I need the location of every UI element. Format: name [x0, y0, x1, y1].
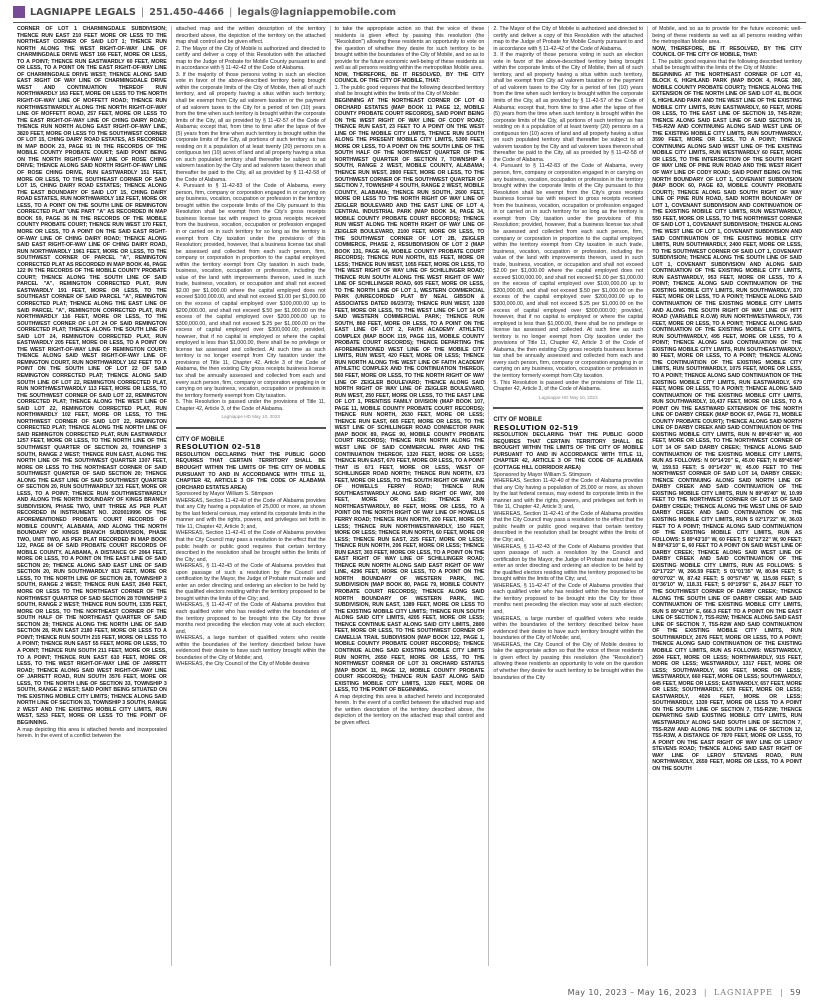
legal-paragraph: 2. The Mayor of the City of Mobile is authorized and directed to certify and deliver a copy of this Resolution with the attached map to the Judge of Probate for Mobile County pursuant to and in accordance with § 11-42-42 of the Code of Alabama.: [493, 26, 644, 52]
column-2: [172, 26, 331, 966]
legal-paragraph: WHEREAS, § 11-42-47 of the Code of Alabama provides that each qualified voter who has resided within the boundaries of the territory proposed to be brought into the City for three months next preceding the election may vote at such election; and,: [493, 582, 644, 616]
legal-paragraph: 3. If the majority of those persons voting in such an election vote in favor of the above-described territory being brought within the corporate limits of the City of Mobile, then all of such territory, and all property having a situs within such territory, shall be exempt from City ad valorem taxation or the payment of ad valorem taxes to the City for a period of ten (10) years from the time when such territory is brought within the corporate limits of the City, all as provided by § 11-42-57 of the Code of Alabama; except that, from time to time after the lapse of five (5) years from the time when such territory is brought within the corporate limits of the City, all portions of such territory as has residing on it a population of at least twenty (20) persons on a contiguous ten (10) acres of land and all property having a situs on such populated territory shall thereafter be subject to ad valorem taxation by the City and ad valorem taxes thereon shall thereafter be paid to the City, all as provided by § 11-42-58 of the Code of Alabama.: [493, 52, 644, 163]
legal-paragraph: WHEREAS, § 11-42-43 of the Code of Alabama provides that upon passage of such a resolution by the Council and certification by the Mayor, the Judge of Probate must make and enter an order directing and ordering an election to be held by the qualified electors residing within the territory proposed to be brought within the limits of the City; and,: [493, 543, 644, 583]
legal-paragraph: WHEREAS, § 11-42-47 of the Code of Alabama provides that each qualified voter who has resided within the boundaries of the territory proposed to be brought into the City for three months next preceding the election may vote at such election; and,: [175, 602, 326, 635]
column-1: [13, 26, 172, 966]
page-header: [13, 4, 396, 20]
legal-paragraph: WHEREAS, a large number of qualified voters who reside within the boundaries of the territory described below have evidenced their desire to have such territory brought within the boundaries of the City of Mobile; and,: [493, 615, 644, 642]
legal-paragraph: WHEREAS, Section 11-42-41 of the Code of Alabama provides that the City Council may pass a resolution to the effect that the public health or public good requires that certain territory described in the resolution shall be brought within the limits of the City; and,: [493, 510, 644, 544]
legal-description: CORNER OF LOT 1 CHARMINGDALE SUBDIVISION; THENCE RUN EAST 210 FEET MORE OR LESS TO THE NORTHEAST CORNER OF SAID LOT 1; THENCE RUN NORTH ALONG THE WEST RIGHT-OF-WAY LINE OF CHARMINGDALE DRIVE WEST 166 FEET, MORE OR LESS, TO A POINT; THENCE RUN EASTWARDLY 60 FEET, MORE OR LESS, TO A POINT ON THE EAST RIGHT-OF-WAY LINE OF CHARMINGDALE DRIVE WEST; THENCE ALONG SAID EAST RIGHT OF WAY LINE OF CHARMINGDALE DRIVE WEST AND CONTINUATION THEREOF RUN NORTHWARDLY 163 FEET, MORE OR LESS TO THE NORTH RIGHT-OF-WAY LINE OF MOFFETT ROAD; THENCE RUN NORTHWESTWARDLY ALONG THE NORTH RIGHT-OF-WAY LINE OF MOFFETT ROAD, 257 FEET, MORE OR LESS TO THE EAST RIGHT-OF-WAY LINE OF CHING DAIRY ROAD; THENCE RUN NORTH ALONG EAST RIGHT-OF-WAY LINE, 3820 FEET, MORE OR LESS TO THE SOUTHWEST CORNER OF LOT 15, CHING DAIRY ROAD ESTATES, AS RECORDED IN MAP BOOK 23, PAGE 91 IN THE RECORDS OF THE MOBILE COUNTY PROBATE COURT; SAID POINT BEING ON THE NORTH RIGHT-OF-WAY LINE OF ROSE CHING DRIVE; THENCE ALONG SAID NORTH RIGHT-OF-WAY LINE OF ROSE CHING DRIVE, RUN EASTWARDLY 151 FEET, MORE OR LESS, TO THE SOUTHEAST CORNER OF SAID LOT 15, CHING DAIRY ROAD ESTATES; THENCE ALONG THE EAST BOUNDARY OF SAID LOT 15, CHING DAIRY ROAD ESTATES, RUN NORTHWARDLY 182 FEET, MORE OR LESS, TO A POINT ON THE SOUTH LINE OF REMINGTON CORRECTED PLAT 'UNE PART "A" AS RECORDED IN MAP BOOK 59, PAGE 36 IN THE RECORDS OF THE MOBILE COUNTY PROBATE COURT; THENCE RUN WEST 170 FEET, MORE OR LESS, TO A POINT ON THE SAID EAST RIGHT-OF-WAY LINE OF CHING DAIRY ROAD; THENCE ALONG SAID EAST RIGHT-OF-WAY LINE OF CHING DAIRY ROAD, RUN NORTHWARDLY 1961 FEET, MORE OR LESS, TO THE SOUTHWEST CORNER OF PARCEL "A", REMINGTON CORRECTED PLAT AS RECORDED IN MAP BOOK 46, PAGE 122 IN THE RECORDS OF THE MOBILE COUNTY PROBATE COURT; THENCE ALONG THE SOUTH LINE OF SAID PARCEL "A", REMINGTON CORRECTED PLAT, RUN EASTWARDLY 191 FEET, MORE OR LESS, TO THE SOUTHEAST CORNER OF SAID PARCEL "A", REMINGTON CORRECTED PLAT; THENCE ALONG THE EAST LINE OF SAID PARCEL "A", REMINGTON CORRECTED PLAT, RUN NORTHWARDLY 116 FEET, MORE OR LESS, TO THE SOUTHWEST CORNER OF LOT 24 OF SAID REMINGTON CORRECTED PLAT; THENCE ALONG THE SOUTH LINE OF SAID LOT 24, REMINGTON CORRECTED PLAT, RUN EASTWARDLY 205 FEET, MORE OR LESS, TO A POINT ON THE WEST RIGHT-OF-WAY LINE OF REMINGTON COURT; THENCE ALONG SAID WEST RIGHT-OF-WAY LINE OF REMINGTON COURT, RUN NORTHWARDLY 162 FEET TO A POINT ON THE SOUTH LINE OF LOT 22 OF SAID REMINGTON CORRECTED PLAT; THENCE ALONG SAID SOUTH LINE OF LOT 22, REMINGTON CORRECTED PLAT, RUN NORTHWESTWARDLY 113 FEET, MORE OR LESS, TO THE SOUTHWEST CORNER OF SAID LOT 22, REMINGTON CORRECTED PLAT; THENCE ALONG THE WEST LINE OF SAID LOT 22, REMINGTON CORRECTED PLAT, RUN NORTHWARDLY 102 FEET, MORE OR LESS, TO THE NORTHWEST CORNER OF SAID LOT 22, REMINGTON CORRECTED PLAT; THENCE ALONG THE NORTH LINE OF SAID REMINGTON CORRECTED PLAT, RUN EASTWARDLY 1257 FEET, MORE OR LESS, TO THE NORTH LINE OF THE SOUTHWEST QUARTER OF SECTION 20, TOWNSHIP 3 SOUTH, RANGE 2 WEST; THENCE RUN EAST, ALONG THE NORTH LINE OF THE SOUTHWEST QUARTER 1307 FEET, MORE OR LESS TO THE NORTHEAST CORNER OF SAID SOUTHWEST QUARTER OF SAID SECTION 20; THENCE ALONG THE EAST LINE OF SAID SOUTHWEST QUARTER OF SECTION 20, RUN SOUTHWARDLY 321 FEET, MORE OR LESS, TO A POINT; THENCE RUN SOUTHWESTWARDLY AND ALONG THE NORTH BOUNDARY OF KINGS BRANCH SUBDIVISION, PHASE TWO, UNIT THREE AS PER PLAT RECORDED IN INSTRUMENT NO. 2020019996 OF THE AFOREMENTIONED PROBATE COURT RECORDS OF MOBILE COUNTY, ALABAMA, AND ALONG THE NORTH BOUNDARY OF KINGS BRANCH SUBDIVISION, PHASE TWO, UNIT TWO, AS PER PLAT RECORDED IN MAP BOOK 122, PAGE 84 OF SAID PROBATE COURT RECORDS OF MOBILE COUNTY, ALABAMA, A DISTANCE OF 2064 FEET, MORE OR LESS, TO A POINT ON THE EAST LINE OF SAID SECTION 20; THENCE ALONG SAID EAST LINE OF SAID SECTION 20, RUN SOUTHWARDLY 813 FEET, MORE OR LESS, TO THE NORTH LINE OF SECTION 28, TOWNSHIP 3 SOUTH, RANGE 2 WEST; THENCE RUN EAST, 2640 FEET, MORE OR LESS TO THE NORTHEAST CORNER OF THE NORTHWEST QUARTER OF SAID SECTION 28 TOWNSHIP 3 SOUTH, RANGE 2 WEST; THENCE RUN SOUTH, 1335 FEET, MORE OR LESS, TO THE NORTHEAST CORNER OF THE SOUTH HALF OF THE NORTHEAST QUARTER OF SAID SECTION 28; THENCE ALONG THE NORTH LINE OF SAID SECTION 28, RUN EAST 2180 FEET, MORE OR LESS TO A POINT; THENCE RUN SOUTH 215 FEET, MORE OR LESS TO A POINT; THENCE RUN EAST 55 FEET, MORE OR LESS, TO A POINT; THENCE RUN SOUTH 211 FEET, MORE OR LESS, TO A POINT; THENCE RUN EAST 610 FEET, MORE OR LESS, TO THE WEST RIGHT-OF-WAY LINE OF JARRETT ROAD; THENCE ALONG SAID WEST RIGHT-OF-WAY LINE OF JARRETT ROAD, RUN SOUTH 3576 FEET, MORE OR LESS, TO THE NORTH LINE OF SECTION 33, TOWNSHIP 3 SOUTH, RANGE 2 WEST; SAID POINT BEING SITUATED ON THE EXISTING MOBILE CITY LIMITS; THENCE ALONG SAID NORTH LINE OF SECTION 33, TOWNSHIP 3 SOUTH, RANGE 2 WEST AND THE EXISTING MOBILE CITY LIMITS, RUN WEST, 5253 FEET, MORE OR LESS TO THE POINT OF BEGINNING.: [17, 26, 167, 726]
legal-description: NOW, THEREFORE, BE IT RESOLVED, BY THE CITY COUNCIL OF THE CITY OF MOBILE, THAT:: [652, 45, 802, 59]
legal-paragraph: WHEREAS, Section 11-42-40 of the Code of Alabama provides that any City having a population of 25,000 or more, as shown by the last federal census, may extend its corporate limits in the manner and with the rights, powers, and privileges set forth in Title 11, Chapter 42, Article 3; and,: [175, 497, 326, 530]
header-rule: [13, 22, 806, 23]
legal-paragraph: WHEREAS, § 11-42-43 of the Code of Alabama provides that upon passage of such a resolution by the Council and certification by the Mayor, the Judge of Probate must make and enter an order directing and ordering an election to be held by the qualified electors residing within the territory proposed to be brought within the limits of the City; and,: [175, 563, 326, 602]
legal-paragraph: 4. Pursuant to § 11-42-83 of the Code of Alabama, every person, firm, company or corporation engaged in or carrying on any business, vocation, occupation or profession in the territory brought within the corporate limits of the City pursuant to this Resolution shall be exempt from the City's gross receipts business license tax with respect to gross receipts received from the business, vocation, occupation or profession engaged in or carried on in such territory for so long as the territory is exempt from City taxation under the provisions of this Resolution; provided, however, that a business license tax shall be assessed and collected from each such person, firm, company or corporation in proportion to the capital employed within the territory exempt from City taxation in such trade, business, vocation, occupation or profession, including the value of the land with improvements thereon, used in such trade, business, vocation, or occupation and shall not exceed $2.00 per $1,000.00 where the capital employed does not exceed $100,000.00, and shall not exceed $1.00 per $1,000.00 on the excess of capital employed over $100,000.00 up to $200,000.00, and shall not exceed $.50 per $1,000.00 on the excess of the capital employed over $200,000.00 up to $300,000.00, and shall not exceed $.25 per $1,000.00 on the excess of capital employed over $300,000.00; provided, however, that if no capital is employed or where the capital employed is less than $1,000.00, there shall be no privilege or license tax assessed and collected. At such time as such territory is no longer exempt from City taxation under the provisions of Title 11, Chapter 42, Article 3 of the Code of Alabama, the then existing City gross receipts business license tax shall be annually assessed and collected from each and every such person, firm, company or corporation engaging in or carrying on any business, vocation, occupation or profession in the territory formerly exempt from City taxation.: [175, 183, 326, 399]
resolution-number: RESOLUTION 02-519: [493, 423, 579, 432]
legal-description: BEGINNING AT THE NORTHEAST CORNER OF LOT 43 ORCHARD ESTATES (MAP BOOK 11 PAGE 12, MOBILE COUNTY PROBATE COURT RECORDS), SAID POINT BEING ON THE WEST RIGHT OF WAY LINE OF CODY ROAD; THENCE RUN EAST, 23 FEET TO A POINT ON THE WEST LINE OF THE MOBILE CITY LIMITS, THENCE RUN SOUTH ALONG THE PRESENT MOBILE CITY LIMITS, 5300 FEET, MORE OR LESS, TO A POINT ON THE SOUTH LINE OF THE SOUTH HALF OF THE NORTHWEST QUARTER OF THE NORTHWEST QUARTER OF SECTION 7, TOWNSHIP 4 SOUTH, RANGE 2 WEST, MOBILE COUNTY, ALABAMA; THENCE RUN WEST, 2800 FEET, MORE OR LESS, TO THE SOUTHWEST CORNER OF THE SOUTHWEST QUARTER OF SECTION 7, TOWNSHIP 4 SOUTH, RANGE 2 WEST, MOBILE COUNTY, ALABAMA; THENCE RUN SOUTH, 2600 FEET, MORE OR LESS TO THE NORTH RIGHT OF WAY LINE OF ZEIGLER BOULEVARD AND THE EAST LINE OF LOT 4, CENTRAL INDUSTRIAL PARK (MAP BOOK 34, PAGE 34, MOBILE COUNTY PROBATE COURT RECORDS); THENCE RUN WEST ALONG THE NORTH RIGHT OF WAY LINE OF ZEIGLER BOULEVARD, 2100 FEET, MORE OR LESS, TO THE SOUTHWEST CORNER OF LOT 2B, ZEIGLER COMMERCE, PHASE 2, RESUBDIVISION OF LOT 2 (MAP BOOK 131, PAGE 44, MOBILE COUNTY PROBATE COURT RECORDS); THENCE RUN NORTH, 815 FEET, MORE OR LESS; THENCE RUN WEST, 1055 FEET, MORE OR LESS, TO THE WEST RIGHT OF WAY LINE OF SCHILLINGER ROAD; THENCE RUN SOUTH ALONG THE WEST RIGHT OF WAY LINE OF SCHILLINGER ROAD, 605 FEET, MORE OR LESS, TO THE NORTH LINE OF LOT 1, WESTERN COMMERCIAL PARK (UNRECORDED PLAT BY NEAL GIBSON & ASSOCIATES DATED 06/23/73); THENCE RUN WEST, 1320 FEET, MORE OR LESS, TO THE WEST LINE OF LOT 14 OF SAID WESTERN COMMERCIAL PARK; THENCE RUN SOUTH, 860 FEET, MORE OR LESS, TO A POINT ON THE EAST LINE OF LOT 2, FAITH ACADEMY ATHLETIC COMPLEX (MAP BOOK 119, PAGE 115, MOBILE COUNTY PROBATE COURT RECORDS); THENCE DEPARTING THE AFOREMENTIONED WEST LINE OF THE MOBILE CITY LIMITS, RUN WEST, 420 FEET, MORE OR LESS; THENCE RUN NORTH ALONG THE WEST LINE OF FAITH ACADEMY ATHLETIC COMPLEX AND THE CONTINUATION THEREOF, 560 FEET, MORE OR LESS, TO THE NORTH RIGHT OF WAY LINE OF ZEIGLER BOULEVARD; THENCE ALONG SAID NORTH RIGHT OF WAY LINE OF ZEIGLER BOULEVARD, RUN WEST, 250 FEET, MORE OR LESS, TO THE EAST LINE OF LOT 1, PRENTISS FAMILY DIVISION (MAP BOOK 107, PAGE 11, MOBILE COUNTY PROBATE COURT RECORDS); THENCE RUN NORTH, 2630 FEET, MORE OR LESS; THENCE RUN EAST, 665 FEET, MORE OR LESS, TO THE WEST LINE OF SCHILLINGER ROAD CONNECTOR PARK (MAP BOOK 89, PAGE 90, MOBILE COUNTY PROBATE COURT RECORDS); THENCE RUN NORTH ALONG THE WEST LINE OF SAID COMMERCIAL PARK AND THE CONTINUATION THEREOF, 1320 FEET, MORE OR LESS; THENCE RUN EAST, 670 FEET, MORE OR LESS, TO A POINT THAT IS 671 FEET, MORE OR LESS, WEST OF SCHILLINGER ROAD NORTH; THENCE RUN NORTH, 673 FEET, MORE OR LESS, TO THE SOUTH RIGHT OF WAY LINE OF HOWELLS FERRY ROAD; THENCE RUN SOUTHEASTWARDLY ALONG SAID RIGHT OF WAY, 300 FEET, MORE OR LESS; THENCE RUN NORTHEASTWARDLY, 80 FEET, MORE OR LESS, TO A POINT ON THE NORTH RIGHT OF WAY LINE OF HOWELLS FERRY ROAD; THENCE RUN NORTH, 200 FEET, MORE OR LESS; THENCE RUN NORTHWESTWARDLY, 150 FEET, MORE OR LESS; THENCE RUN NORTH, 60 FEET, MORE OR LESS; THENCE RUN EAST, 225 FEET, MORE OR LESS; THENCE RUN NORTH, 206 FEET, MORE OR LESS; THENCE RUN EAST, 303 FEET, MORE OR LESS, TO A POINT ON THE EAST RIGHT OF WAY LINE OF SCHILLINGER ROAD; THENCE RUN NORTH ALONG SAID EAST RIGHT OF WAY LINE, 4296 FEET, MORE OR LESS, TO A POINT ON THE NORTH BOUNDARY OF WESTERN PARK, INC. SUBDIVISION (MAP BOOK 80, PAGE 79, MOBILE COUNTY PROBATE COURT RECORDS); THENCE ALONG SAID NORTH BOUNDARY OF WESTERN PARK, INC. SUBDIVISION, RUN EAST, 1389 FEET, MORE OR LESS TO THE EXISTING MOBILE CITY LIMITS; THENCE RUN SOUTH ALONG SAID CITY LIMITS, 4205 FEET, MORE OR LESS; THENCE CONTINUE EAST ALONG SAID CITY LIMITS, 2800 FEET, MORE OR LESS, TO THE SOUTHWEST CORNER OF CAMELLIA TRAIL SUBDIVISION (MAP BOOK 122, PAGE 1, MOBILE COUNTY PROBATE COURT RECORDS); THENCE CONTINUE ALONG SAID EXISTING MOBILE CITY LIMITS RUN NORTH, 2650 FEET, MORE OR LESS, TO THE NORTHWEST CORNER OF LOT 31 ORCHARD ESTATES (MAP BOOK 11, PAGE 12, MOBILE COUNTY PROBATE COURT RECORDS); THENCE RUN EAST ALONG SAID EXISTING MOBILE CITY LIMITS, 1320 FEET, MORE OR LESS, TO THE POINT OF BEGINNING.: [334, 98, 485, 694]
legal-paragraph: WHEREAS, the City Council of the City of Mobile desires to take the appropriate action so that the voice of these residents is given effect by passing this resolution (the "Resolution") allowing these residents an opportunity to vote on the question of whether they desire for such territory to be brought within the boundaries of the City: [493, 641, 644, 681]
legal-paragraph: 3. If the majority of those persons voting in such an election vote in favor of the above-described territory being brought within the corporate limits of the City of Mobile, then all of such territory, and all property having a situs within such territory, shall be exempt from City ad valorem taxation or the payment of ad valorem taxes to the City for a period of ten (10) years from the time when such territory is brought within the corporate limits of the City, all as provided by § 11-42-57 of the Code of Alabama; except that, from time to time after the lapse of five (5) years from the time when such territory is brought within the corporate limits of the City, all portions of such territory as has residing on it a population of at least twenty (20) persons on a contiguous ten (10) acres of land and all property having a situs on such populated territory shall thereafter be subject to ad valorem taxation by the City and ad valorem taxes thereon shall thereafter be paid to the City, all as provided by § 11-42-58 of the Code of Alabama.: [175, 71, 326, 183]
legal-description: RESOLUTION DECLARING THAT THE PUBLIC GOOD REQUIRES THAT CERTAIN TERRITORY SHALL BE BROUGHT WITHIN THE LIMITS OF THE CITY OF MOBILE PURSUANT TO AND IN ACCORDANCE WITH TITLE 11, CHAPTER 42, ARTICLE 3 OF THE CODE OF ALABAMA (ORCHARD ESTATES AREA): [175, 451, 326, 491]
section-divider: [176, 427, 326, 429]
publication-signature: Lagniappe HD May 10, 2023: [539, 394, 598, 400]
legal-paragraph: Sponsored by Mayor William S. Stimpson: [175, 491, 274, 498]
legal-paragraph: WHEREAS, the City Council of the City of Mobile desires: [175, 661, 310, 668]
legal-paragraph: 5. This Resolution is passed under the provisions of Title 11, Chapter 42, Article 3, of the Code of Alabama.: [493, 379, 644, 393]
contact-phone: 251.450-4466: [149, 6, 225, 18]
issuing-body: CITY OF MOBILE: [493, 417, 542, 424]
legal-notice-columns: [13, 26, 806, 966]
legal-paragraph: Sponsored by Mayor William S. Stimpson: [493, 471, 591, 478]
legal-paragraph: 5. This Resolution is passed under the provisions of Title 11, Chapter 42, Article 3, of the Code of Alabama.: [175, 399, 326, 412]
legal-paragraph: WHEREAS, Section 11-42-40 of the Code of Alabama provides that any City having a population of 25,000 or more, as shown by the last federal census, may extend its corporate limits in the manner and with the rights, powers, and privileges set forth in Title 11, Chapter 42, Article 3; and,: [493, 478, 644, 511]
legal-paragraph: to take the appropriate action so that the voice of these residents is given effect by passing this resolution (the "Resolution") allowing these residents an opportunity to vote on the question of whether they desire for such territory to be brought within the boundaries of the City of Mobile, and so as to provide for the future economic well-being of these residents as well as all persons residing within the metropolitan Mobile area.: [334, 26, 485, 72]
legal-paragraph: 1. The public good requires that the following described territory shall be brought within the limits of the City of Mobile:: [652, 58, 802, 72]
legal-description: RESOLUTION DECLARING THAT THE PUBLIC GOOD REQUIRES THAT CERTAIN TERRITORY SHALL BE BROUGHT WITHIN THE LIMITS OF THE CITY OF MOBILE PURSUANT TO AND IN ACCORDANCE WITH TITLE 11, CHAPTER 42, ARTICLE 3 OF THE CODE OF ALABAMA (COTTAGE HILL CORRIDOR AREA): [493, 432, 644, 471]
column-5: [648, 26, 806, 966]
footer-separator: |: [779, 988, 784, 997]
page-footer: [568, 988, 801, 997]
column-3: [331, 26, 490, 966]
legal-paragraph: A map depicting this area is attached hereto and incorporated herein. In the event of a conflict between the attached map and the written description of the territory described above, the depiction of the territory on the attached map shall control and be given effect.: [334, 693, 485, 726]
issuing-body: CITY OF MOBILE: [175, 436, 225, 443]
publication-signature: Lagniappe HD May 10, 2023: [221, 414, 280, 420]
page-number: 59: [790, 988, 801, 997]
legal-paragraph: 1. The public good requires that the following described territory shall be brought within the limits of the City of Mobile:: [334, 84, 485, 98]
brand-square-icon: [13, 6, 25, 18]
header-separator: |: [140, 6, 145, 18]
legal-paragraph: WHEREAS, a large number of qualified voters who reside within the boundaries of the territory described below have evidenced their desire to have such territory brought within the boundaries of the City of Mobile; and,: [175, 635, 326, 661]
legal-paragraph: attached map and the written description of the territory described above, the depiction of the territory on the attached map shall control and be given effect.: [175, 26, 326, 46]
legal-paragraph: of Mobile, and so as to provide for the future economic well-being of these residents as well as all persons residing within the metropolitan Mobile area.: [652, 26, 802, 46]
section-title: LAGNIAPPE LEGALS: [30, 6, 136, 18]
legal-paragraph: 2. The Mayor of the City of Mobile is authorized and directed to certify and deliver a copy of this Resolution with the attached map to the Judge of Probate for Mobile County pursuant to and in accordance with § 11-42-42 of the Code of Alabama.: [175, 45, 326, 72]
resolution-number: RESOLUTION 02-518: [175, 443, 261, 452]
legal-description: NOW, THEREFORE, BE IT RESOLVED, BY THE CITY COUNCIL OF THE CITY OF MOBILE, THAT:: [334, 71, 485, 85]
issue-date-range: May 10, 2023 – May 16, 2023: [567, 988, 697, 997]
contact-email[interactable]: legals@lagniappemobile.com: [237, 6, 397, 18]
legal-paragraph: WHEREAS, Section 11-42-41 of the Code of Alabama provides that the City Council may pass a resolution to the effect that the public health or public good requires that certain territory described in the resolution shall be brought within the limits of the City; and,: [175, 530, 326, 563]
legal-paragraph: 4. Pursuant to § 11-42-83 of the Code of Alabama, every person, firm, company or corporation engaged in or carrying on any business, vocation, occupation or profession in the territory brought within the corporate limits of the City pursuant to this Resolution shall be exempt from the City's gross receipts business license tax with respect to gross receipts received from the business, vocation, occupation or profession engaged in or carried on in such territory for so long as the territory is exempt from City taxation under the provisions of this Resolution; provided, however, that a business license tax shall be assessed and collected from each such person, firm, company or corporation in proportion to the capital employed within the territory exempt from City taxation in such trade, business, vocation, occupation or profession, including the value of the land with improvements thereon, used in such trade, business, vocation, or occupation and shall not exceed $2.00 per $1,000.00 where the capital employed does not exceed $100,000.00, and shall not exceed $1.00 per $1,000.00 on the excess of capital employed over $100,000.00 up to $200,000.00, and shall not exceed $.50 per $1,000.00 on the excess of the capital employed over $200,000.00 up to $300,000.00, and shall not exceed $.25 per $1,000.00 on the excess of capital employed over $300,000.00; provided, however, that if no capital is employed or where the capital employed is less than $1,000.00, there shall be no privilege or license tax assessed and collected. At such time as such territory is no longer exempt from City taxation under the provisions of Title 11, Chapter 42, Article 3 of the Code of Alabama, the then existing City gross receipts business license tax shall be annually assessed and collected from each and every such person, firm, company or corporation engaging in or carrying on any business, vocation, occupation or profession in the territory formerly exempt from City taxation.: [493, 163, 644, 379]
legal-paragraph: A map depicting this area is attached hereto and incorporated herein. In the event of a conflict between the: [17, 726, 167, 740]
column-4: [489, 26, 648, 966]
publication-name: LAGNIAPPE: [713, 988, 773, 997]
legal-description: BEGINNING AT THE NORTHEAST CORNER OF LOT 41, BLOCK 6, HIGHLAND PARK (MAP BOOK 4, PAGE 380, MOBILE COUNTY PROBATE COURT); THENCE ALONG THE EXTENSION OF THE NORTH LINE OF SAID LOT 41, BLOCK 6, HIGHLAND PARK AND THE WEST LINE OF THE EXISTING MOBILE CITY LIMITS, RUN EASTWARDLY, 60 FEET, MORE OR LESS, TO THE EAST LINE OF SECTION 19, T4S-R2W; THENCE ALONG SAID EAST LINE OF SAID SECTION 19, T4S-R2W AND CONTINUING ALONG SAID WEST LINE OF THE EXISTING MOBILE CITY LIMITS, RUN SOUTHWARDLY, 3590 FEET, MORE OR LESS, TO A POINT; THENCE CONTINUING ALONG SAID WEST LINE OF THE EXISTING MOBILE CITY LIMITS, RUN WESTWARDLY 60 FEET, MORE OR LESS, TO THE INTERSECTION OF THE SOUTH RIGHT OF WAY LINE OF PINE RUN ROAD AND THE WEST RIGHT OF WAY LINE OF CODY ROAD; SAID POINT BEING ON THE NORTH BOUNDARY OF LOT 1, COVENANT SUBDIVISION (MAP BOOK 60, PAGE 83, MOBILE COUNTY PROBATE COURT); THENCE ALONG SAID SOUTH RIGHT OF WAY LINE OF PINE RUN ROAD, SAID NORTH BOUNDARY OF LOT 1, COVENANT SUBDIVISION AND CONTINUATION OF THE EXISTING MOBILE CITY LIMITS, RUN WESTWARDLY, 550 FEET, MORE OR LESS, TO THE NORTHWEST CORNER OF SAID LOT 1, COVENANT SUBDIVISION; THENCE ALONG THE WEST LINE OF LOT 1, COVENANT SUBDIVISION AND SAID CONTINUATION OF THE EXISTING MOBILE CITY LIMITS, RUN SOUTHWARDLY, 2400 FEET, MORE OR LESS, TO THE SOUTHWEST CORNER OF SAID LOT 1, COVENANT SUBDIVISION; THENCE ALONG THE SOUTH LINE OF SAID LOT 1, COVENANT SUBDIVISION AND ALONG SAID CONTINUATION OF THE EXISTING MOBILE CITY LIMITS, RUN EASTWARDLY, 953 FEET, MORE OR LESS, TO A POINT; THENCE ALONG SAID CONTINUATION OF THE EXISTING MOBILE CITY LIMITS, RUN SOUTHWARDLY, 370 FEET, MORE OR LESS, TO A POINT; THENCE ALONG SAID CONTINUATION OF THE EXISTING MOBILE CITY LIMITS AND ALONG THE SOUTH RIGHT OF WAY LINE OF HITT ROAD (VARIABLE R.O.W) RUN NORTHWESTWARDLY, 736 FEET, MORE OR LESS, TO A POINT; THENCE ALONG SAID CONTINUATION OF THE EXISTING MOBILE CITY LIMITS, RUN SOUTHWARDLY, 495 FEET, MORE OR LESS, TO A POINT; THENCE ALONG SAID CONTINUATION OF THE EXISTING MOBILE CITY LIMITS, RUN SOUTHEASTWARDLY, 80 FEET, MORE OR LESS, TO A POINT; THENCE ALONG THE CONTINUATION OF THE EXISTING MOBILE CITY LIMITS, RUN SOUTHWARDLY, 1075 FEET, MORE OR LESS, TO A POINT; THENCE ALONG SAID CONTINUATION OF THE EXISTING MOBILE CITY LIMITS, RUN EASTWARDLY, 679 FEET, MORE OR LESS, TO A POINT; THENCE ALONG SAID CONTINUATION OF THE EXISTING MOBILE CITY LIMITS, RUN SOUTHWARDLY, 10,437 FEET, MORE OR LESS, TO A POINT ON THE EASTWARD EXTENSION OF THE NORTH LINE OF DARBY CREEK (MAP BOOK 67, PAGE 71, MOBILE COUNTY PROBATE COURT); THENCE ALONG SAID NORTH LINE OF DARBY CREEK AND SAID CONTINUATION OF THE EXISTING MOBILE CITY LIMITS, RUN N 89°45'40" W, 400 FEET, MORE OR LESS, TO THE NORTHWEST CORNER OF LOT 14 OF SAID DARBY CREEK; THENCE ALONG SAID CONTINUATION OF THE EXISTING MOBILE CITY LIMITS, RUN AS FOLLOWS: N 00°14'20" E, 45.00 FEET; N 89°45'40" W, 159.53 FEET; S 00°14'20" W, 45.00 FEET TO THE NORTHWEST CORNER OF SAID LOT 14, DARBY CREEK; THENCE CONTINUING ALONG SAID NORTH LINE OF DARBY CREEK AND SAID CONTINUATION OF THE EXISTING MOBILE CITY LIMITS, RUN N 89°45'40" W, 10.99 FEET TO THE NORTHWEST CORNER OF LOT 15 OF SAID DARBY CREEK; THENCE ALONG THE WEST LINE OF SAID DARBY CREEK AND SAID CONTINUATION OF THE EXISTING MOBILE CITY LIMITS, RUN S 02°17'22" W, 36.03 FEET TO A POINT; THENCE ALONG SAID CONTINUATION OF THE EXISTING MOBILE CITY LIMITS, RUN AS FOLLOWS: S 89°43'10" W, 60 FEET; S 02°17'22" W, 90 FEET; N 89°43'10" E, 60 FEET TO A POINT ON SAID WEST LINE OF DARBY CREEK; THENCE ALONG SAID WEST LINE OF DARBY CREEK AND SAID CONTINUATION OF THE EXISTING MOBILE CITY LIMITS, RUN AS FOLLOWS: S 02°17'22" W, 266.59 FEET; S 01°01'35" W, 80.84 FEET; S 00°07'02" W, 87.42 FEET; S 00°57'45" W, 115.08 FEET; S 01°36'10" W, 118.31 FEET; S 00°19'56" E, 264.37 FEET TO THE SOUTHWEST CORNER OF DARBY CREEK; THENCE ALONG THE SOUTH LINE OF DARBY CREEK AND SAID CONTINUATION OF THE EXISTING MOBILE CITY LIMITS, RUN S 89°43'10" E, 666.3 FEET TO A POINT ON THE EAST LINE OF SECTION 7, T5S-R2W; THENCE ALONG SAID EAST LINE OF SECTION 7, T5S-R2W AND SAID CONTINUATION OF THE EXISTING MOBILE CITY LIMITS, RUN SOUTHWARDLY, 2676 FEET, MORE OR LESS, TO A POINT; THENCE ALONG SAID CONTINUATION OF THE EXISTING MOBILE CITY LIMITS, RUN AS FOLLOWS: WESTWARDLY, 2694 FEET, MORE OR LESS; NORTHWARDLY, 915 FEET, MORE OR LESS; WESTWARDLY, 1317 FEET, MORE OR LESS; SOUTHWARDLY, 666 FEET, MORE OR LESS; WESTWARDLY, 660 FEET, MORE OR LESS; SOUTHWARDLY, 645 FEET, MORE OR LESS; EASTWARDLY, 657 FEET, MORE OR LESS; SOUTHWARDLY, 678 FEET, MORE OR LESS; EASTWARDLY, 4026 FEET, MORE OR LESS; SOUTHWARDLY, 1339 FEET, MORE OR LESS TO A POINT ON THE SOUTH LINE OF SECTION 7, T5S-R2W; THENCE DEPARTING SAID EXISTING MOBILE CITY LIMITS, RUN WESTWARDLY ALONG SAID SOUTH LINE OF SECTION 7, T5S-R2W AND ALONG THE SOUTH LINE OF SECTION 12, T5S-R3W, A DISTANCE OF 7870 FEET, MORE OR LESS, TO A POINT ON THE EAST RIGHT OF WAY LINE OF LEROY STEVENS ROAD; THENCE ALONG SAID EAST RIGHT OF WAY LINE OF LEROY STEVENS ROAD, RUN NORTHWARDLY, 2659 FEET, MORE OR LESS, TO A POINT ON THE SOUTH: [652, 71, 802, 772]
header-separator: |: [229, 6, 233, 18]
footer-separator: |: [703, 988, 708, 997]
section-divider: [493, 407, 643, 409]
